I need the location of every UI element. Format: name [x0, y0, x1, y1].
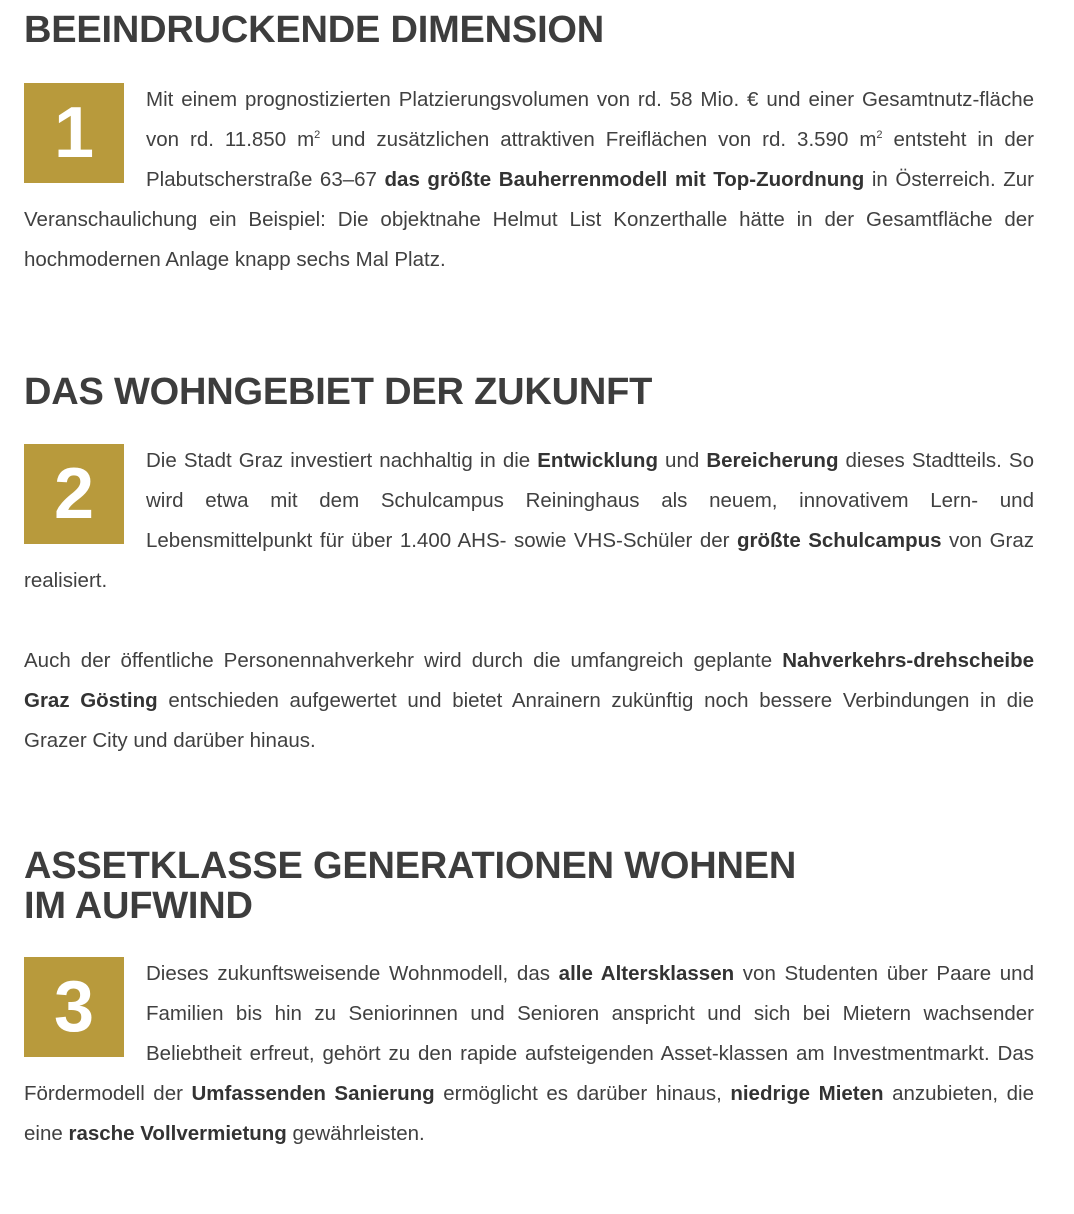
text-span: Auch der öffentliche Personennahverkehr wird durch die umfangreich geplante	[24, 649, 783, 672]
bold-text: Bereicherung	[706, 449, 839, 472]
number-badge: 3	[24, 957, 124, 1057]
heading-line: DAS WOHNGEBIET DER ZUKUNFT	[24, 371, 653, 413]
bold-text: alle Altersklassen	[558, 962, 735, 985]
heading-line: BEEINDRUCKENDE DIMENSION	[24, 9, 605, 51]
bold-text: größte Schulcampus	[736, 529, 942, 552]
section-heading	[24, 10, 1034, 50]
text-span: gewährleisten.	[286, 1122, 425, 1145]
text-span: Dieses zukunftsweisende Wohnmodell, das	[146, 962, 559, 985]
text-span: anzubieten, die eine	[24, 1082, 1034, 1145]
section-heading	[24, 372, 1034, 412]
text-span: von Studenten über Paare und Familien bis hin zu Seniorinnen und Senioren anspricht und sich bei Mietern wachsender Beliebtheit erfreut, gehört zu den rapide aufsteigenden Asset-klassen am Investmentmarkt. Das Fördermodell der	[24, 962, 1034, 1105]
paragraph	[24, 80, 1034, 280]
section-body	[24, 954, 1034, 1154]
text-span: entsteht in der Plabutscherstraße 63–67	[146, 128, 1034, 191]
bold-text: Nahverkehrs-drehscheibe Graz Gösting	[24, 649, 1034, 712]
text-span: und zusätzlichen attraktiven Freiflächen von rd. 3.590 m	[320, 128, 877, 151]
section-heading	[24, 846, 1034, 926]
text-span: Mit einem prognostizierten Platzierungsvolumen von rd. 58 Mio. € und einer Gesamtnutz-fläche von rd. 11.850 m	[146, 88, 1034, 151]
superscript: 2	[314, 129, 321, 141]
bold-text: rasche Vollvermietung	[68, 1122, 287, 1145]
number-badge: 1	[24, 83, 124, 183]
paragraph	[24, 641, 1034, 761]
section-wohngebiet	[24, 372, 1034, 762]
heading-line: ASSETKLASSE GENERATIONEN WOHNEN	[24, 845, 797, 887]
text-span: ermöglicht es darüber hinaus,	[434, 1082, 731, 1105]
paragraph	[24, 954, 1034, 1154]
bold-text: niedrige Mieten	[730, 1082, 884, 1105]
text-span: von Graz realisiert.	[24, 529, 1034, 592]
heading-line: IM AUFWIND	[24, 885, 253, 927]
bold-text: Umfassenden Sanierung	[191, 1082, 435, 1105]
section-body	[24, 441, 1034, 761]
text-span: dieses Stadtteils. So wird etwa mit dem Schulcampus Reininghaus als neuem, innovativem Lern- und Lebensmittelpunkt für über 1.400 AHS- sowie VHS-Schüler der	[146, 449, 1034, 552]
paragraph	[24, 441, 1034, 601]
text-span: und	[657, 449, 707, 472]
bold-text: das größte Bauherrenmodell mit Top-Zuordnung	[384, 168, 865, 191]
section-assetklasse	[24, 846, 1034, 1156]
text-span: entschieden aufgewertet und bietet Anrainern zukünftig noch bessere Verbindungen in die Grazer City und darüber hinaus.	[24, 689, 1034, 752]
text-span: in Österreich. Zur Veranschaulichung ein Beispiel: Die objektnahe Helmut List Konzerthalle hätte in der Gesamtfläche der hochmodernen Anlage knapp sechs Mal Platz.	[24, 168, 1034, 271]
bold-text: Entwicklung	[537, 449, 658, 472]
section-body	[24, 80, 1034, 280]
section-dimension	[24, 10, 1034, 280]
superscript: 2	[876, 129, 883, 141]
text-span: Die Stadt Graz investiert nachhaltig in die	[146, 449, 538, 472]
number-badge: 2	[24, 444, 124, 544]
